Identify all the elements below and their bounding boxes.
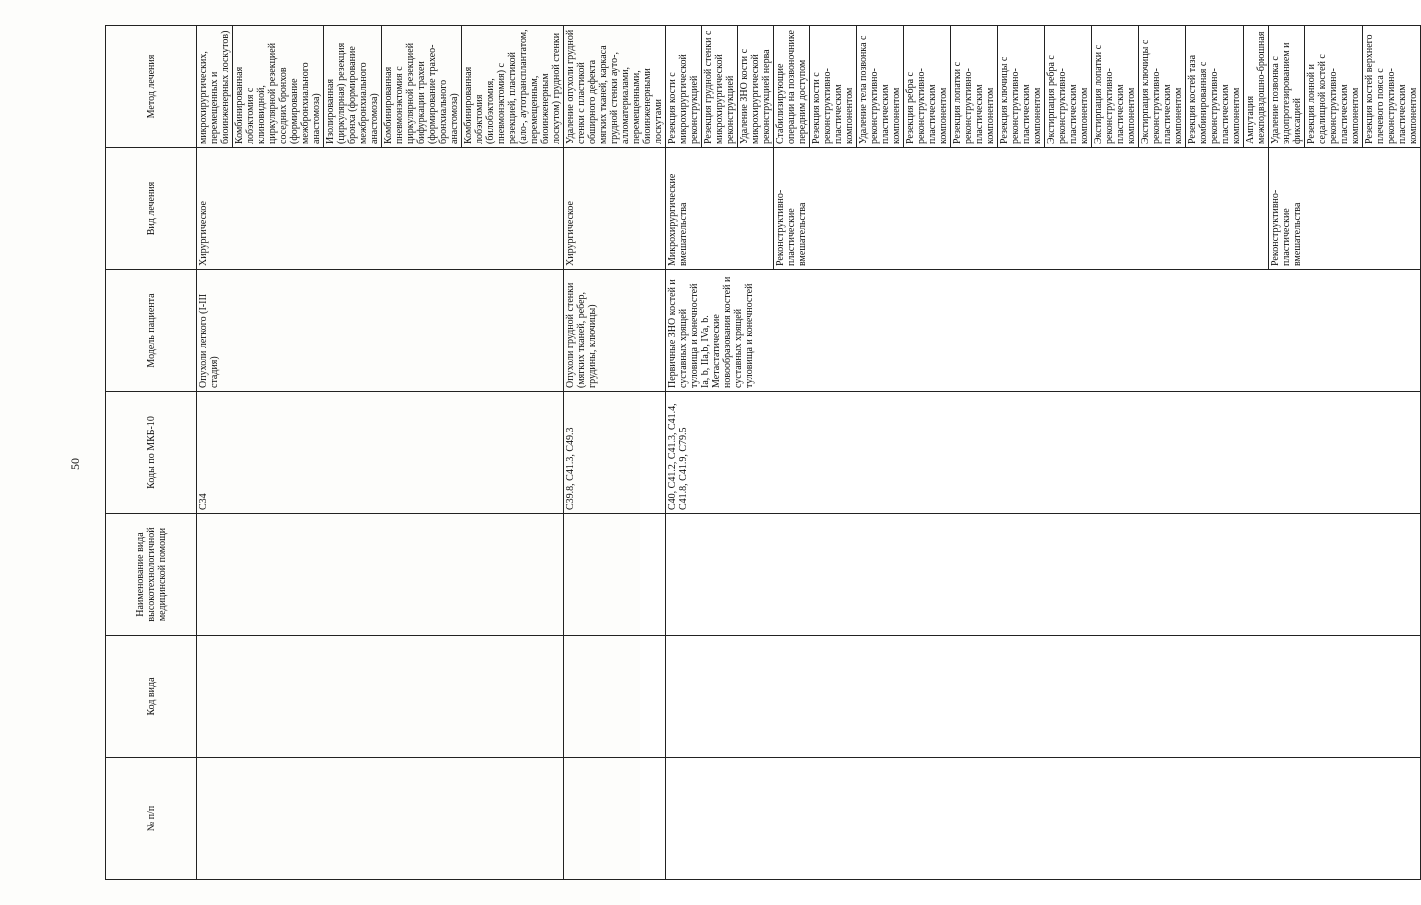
- method-cell: Резекция лопатки с реконструктивно-пластическим компонентом: [951, 26, 998, 148]
- method-cell: Резекция лонной и седалищной костей с реконструктивно-пластическим компонентом: [1305, 26, 1363, 148]
- method-cell: Экстирпация ребра с реконструктивно-пластическим компонентом: [1045, 26, 1092, 148]
- icd-code-cell: C39.8, C41.3, C49.3: [564, 392, 666, 514]
- treatment-kind-cell: Хирургическое: [564, 148, 666, 270]
- patient-model-cell: Опухоли легкого (I-III стадия): [197, 270, 564, 392]
- method-cell: Комбинированная пневмонэктомия с циркулярной резекцией бифуркации трахеи (формирование трахео-бронхиального анастомоза): [382, 26, 462, 148]
- method-cell: Удаление позвонка с эндопротезированием и фиксацией: [1269, 26, 1305, 148]
- method-cell: Резекция ребра с реконструктивно-пластическим компонентом: [904, 26, 951, 148]
- header-type-code: Код вида: [106, 636, 197, 758]
- header-treatment-kind: Вид лечения: [106, 148, 197, 270]
- header-icd-codes: Коды по МКБ-10: [106, 392, 197, 514]
- patient-model-cell: Первичные ЗНО костей и суставных хрящей туловища и конечностей Ia, b, IIa,b, IVa, b. Метастатические новообразования костей и суставных хрящей туловища и конечностей: [666, 270, 1421, 392]
- header-treatment-method: Метод лечения: [106, 26, 197, 148]
- method-cell: Изолированная (циркулярная) резекция бронха (формирование межбронхиального анастомоза): [324, 26, 382, 148]
- icd-code-cell: C40, C41.2, C41.3, C41.4, C41.8, C41.9, C79.5: [666, 392, 1421, 514]
- method-cell: Резекция ключицы с реконструктивно-пластическим компонентом: [998, 26, 1045, 148]
- header-patient-model: Модель пациента: [106, 270, 197, 392]
- method-cell: Резекция костей верхнего плечевого пояса с реконструктивно-пластическим компонентом: [1363, 26, 1421, 148]
- header-care-type-name: Наименование вида высокотехнологичной медицинской помощи: [106, 514, 197, 636]
- table-header-row: [106, 26, 197, 880]
- method-cell: Удаление тела позвонка с реконструктивно- пластическим компонентом: [857, 26, 904, 148]
- method-cell: Экстирпация лопатки с реконструктивно-пластическим компонентом: [1092, 26, 1139, 148]
- method-cell: Ампутация межподвздошно-брюшная: [1244, 26, 1269, 148]
- method-cell: Резекция кости с микрохирургической реконструкцией: [666, 26, 702, 148]
- icd-code-cell: C34: [197, 392, 564, 514]
- table-row: [564, 26, 666, 880]
- method-cell: Комбинированная лобэктомия с клиновидной, циркулярной резекцией соседних бронхов (формирование межбронхиального анастомоза): [233, 26, 324, 148]
- page-number: 50: [68, 458, 82, 470]
- method-cell: Резекция костей таза комбинированная с реконструктивно-пластическим компонентом: [1186, 26, 1244, 148]
- treatment-kind-cell: Реконструктивно-пластические вмешательства: [774, 148, 1269, 270]
- treatment-kind-cell: Хирургическое: [197, 148, 564, 270]
- method-cell: Экстирпация ключицы с реконструктивно-пластическим компонентом: [1139, 26, 1186, 148]
- method-cell: Удаление ЗНО кости с микрохирургической реконструкцией нерва: [738, 26, 774, 148]
- header-number: № п/п: [106, 758, 197, 880]
- method-cell: Комбинированная лобэктомия (билобэктомия, пневмонэктомия) с резекцией, пластикой (ало-, аутотрансплантатом, перемещенным, биоинженерным лоскутом) грудной стенки: [462, 26, 564, 148]
- rotated-table-container: [105, 25, 1419, 880]
- table-row: [666, 26, 702, 880]
- method-cell: микрохирургических, перемещенных и биоинженерных лоскутов): [197, 26, 233, 148]
- patient-model-cell: Опухоли грудной стенки (мягких тканей, ребер, грудины, ключицы): [564, 270, 666, 392]
- table-row: [197, 26, 233, 880]
- method-cell: Резекция грудной стенки с микрохирургической реконструкцией: [702, 26, 738, 148]
- method-cell: Стабилизирующие операции на позвоночнике передним доступом: [774, 26, 810, 148]
- treatment-methods-table: [105, 25, 1421, 880]
- treatment-kind-cell: Микрохирургические вмешательства: [666, 148, 774, 270]
- method-cell: Удаление опухоли грудной стенки с пластикой обширного дефекта мягких тканей, каркаса грудной стенки ауто-, алломатериалами, перемещенными, биоинженерными лоскутами: [564, 26, 666, 148]
- treatment-kind-cell: Реконструктивно-пластические вмешательства: [1269, 148, 1421, 270]
- method-cell: Резекция кости с реконструктивно-пластическим компонентом: [810, 26, 857, 148]
